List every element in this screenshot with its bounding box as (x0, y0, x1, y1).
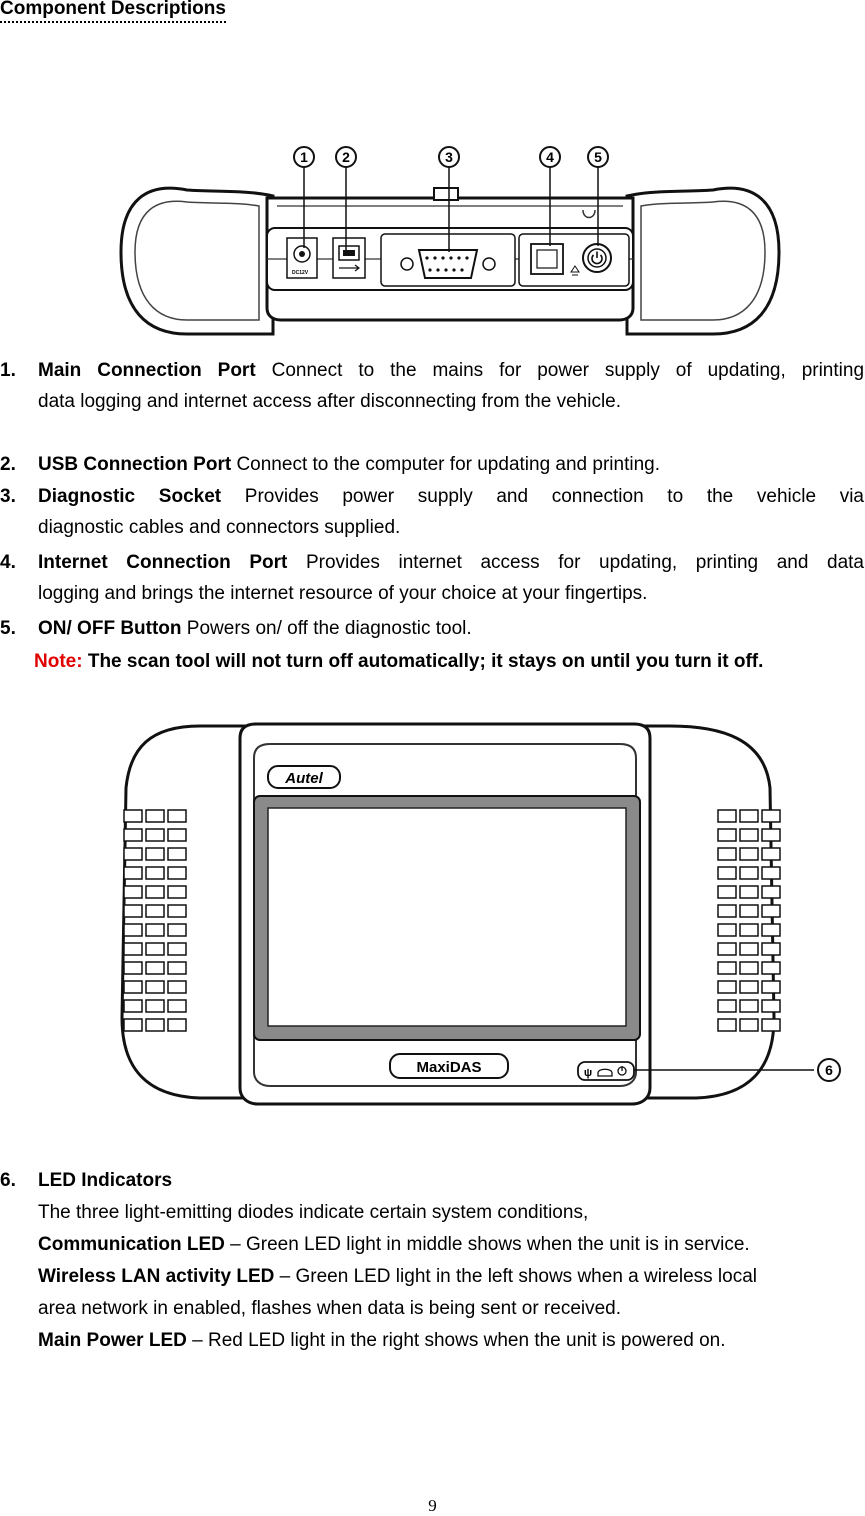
grill-slot (146, 905, 164, 917)
grill-slot (146, 867, 164, 879)
wireless-led-desc-cont: area network in enabled, flashes when data is being sent or received. (38, 1298, 622, 1319)
power-led-desc: Main Power LED – Red LED light in the right shows when the unit is powered on. (38, 1330, 726, 1351)
grill-slot (718, 905, 736, 917)
wireless-led-icon: ψ (583, 1067, 593, 1079)
grill-slot (740, 962, 758, 974)
grill-slot (740, 829, 758, 841)
grill-slot (168, 1000, 186, 1012)
list-item-5: 5. ON/ OFF Button Powers on/ off the diagnostic tool. (0, 618, 472, 639)
grill-slot (718, 867, 736, 879)
grill-slot (740, 943, 758, 955)
grill-slot (718, 848, 736, 860)
grill-slot (762, 1019, 780, 1031)
grill-slot (762, 810, 780, 822)
wireless-led-desc: Wireless LAN activity LED – Green LED light in the left shows when a wireless local (38, 1266, 757, 1287)
svg-text:1: 1 (300, 149, 308, 165)
grill-slot (762, 962, 780, 974)
svg-text:6: 6 (825, 1062, 833, 1078)
model-logo: MaxiDAS (416, 1059, 482, 1076)
grill-slot (124, 829, 142, 841)
left-bumper (121, 188, 273, 334)
grill-slot (762, 905, 780, 917)
grill-slot (146, 886, 164, 898)
grill-slot (762, 886, 780, 898)
grill-slot (740, 867, 758, 879)
grill-slot (168, 943, 186, 955)
grill-slot (168, 981, 186, 993)
page-number: 9 (428, 1496, 437, 1515)
grill-slot (718, 829, 736, 841)
device-top-view-figure (117, 140, 783, 340)
grill-slot (168, 962, 186, 974)
grill-slot (762, 1000, 780, 1012)
svg-text:3: 3 (445, 149, 453, 165)
grill-slot (740, 810, 758, 822)
grill-slot (762, 829, 780, 841)
grill-slot (168, 1019, 186, 1031)
grill-slot (718, 1000, 736, 1012)
list-item-3: 3. Diagnostic Socket Provides power supply and connection to the vehicle via diagnostic cables and connectors supplied. (0, 486, 864, 538)
grill-slot (168, 924, 186, 936)
led-section-title: LED Indicators (38, 1170, 173, 1191)
dc-label: DC12V (292, 270, 309, 276)
grill-slot (146, 924, 164, 936)
grill-slot (124, 943, 142, 955)
grill-slot (146, 848, 164, 860)
grill-slot (124, 810, 142, 822)
grill-slot (124, 924, 142, 936)
grill-slot (124, 962, 142, 974)
grill-slot (740, 1000, 758, 1012)
grill-slot (146, 829, 164, 841)
grill-slot (762, 981, 780, 993)
grill-slot (762, 867, 780, 879)
grill-slot (168, 886, 186, 898)
brand-logo: Autel (285, 770, 323, 787)
led-section-intro: The three light-emitting diodes indicate certain system conditions, (38, 1202, 589, 1223)
list-item-1: 1. Main Connection Port Connect to the mains for power supply of updating, printing data logging and internet access after disconnecting from the vehicle. (0, 360, 865, 412)
grill-slot (740, 848, 758, 860)
device-front-view-figure (110, 718, 852, 1114)
communication-led-desc: Communication LED – Green LED light in middle shows when the unit is in service. (38, 1234, 750, 1255)
list-item-4: 4. Internet Connection Port Provides internet access for updating, printing and data logging and brings the internet resource of your choice at your fingertips. (0, 552, 864, 604)
grill-slot (146, 943, 164, 955)
grill-slot (718, 981, 736, 993)
grill-slot (146, 1000, 164, 1012)
grill-slot (718, 962, 736, 974)
grill-slot (124, 848, 142, 860)
grill-slot (718, 886, 736, 898)
grill-slot (718, 1019, 736, 1031)
note-text: The scan tool will not turn off automatically; it stays on until you turn it off. (82, 651, 764, 672)
grill-slot (718, 810, 736, 822)
grill-slot (168, 810, 186, 822)
grill-slot (762, 848, 780, 860)
grill-slot (740, 924, 758, 936)
grill-slot (740, 886, 758, 898)
grill-slot (168, 848, 186, 860)
grill-slot (762, 943, 780, 955)
grill-slot (168, 867, 186, 879)
right-bumper (627, 188, 779, 334)
grill-slot (718, 943, 736, 955)
grill-slot (124, 981, 142, 993)
grill-slot (146, 962, 164, 974)
grill-slot (124, 1019, 142, 1031)
diagnostic-socket (419, 250, 477, 278)
grill-slot (146, 810, 164, 822)
screen (268, 808, 626, 1026)
grill-slot (740, 1019, 758, 1031)
list-item-2: 2. USB Connection Port Connect to the computer for updating and printing. (0, 454, 660, 475)
grill-slot (168, 905, 186, 917)
grill-slot (718, 924, 736, 936)
grill-slot (124, 867, 142, 879)
grill-slot (762, 924, 780, 936)
grill-slot (124, 886, 142, 898)
svg-text:2: 2 (342, 149, 350, 165)
section-heading: Component Descriptions (0, 0, 226, 23)
grill-slot (146, 981, 164, 993)
svg-text:5: 5 (594, 149, 602, 165)
note (34, 646, 763, 677)
grill-slot (124, 1000, 142, 1012)
note-label: Note: (34, 651, 83, 672)
grill-slot (146, 1019, 164, 1031)
grill-slot (124, 905, 142, 917)
grill-slot (740, 905, 758, 917)
grill-slot (740, 981, 758, 993)
grill-slot (168, 829, 186, 841)
svg-text:4: 4 (546, 149, 554, 165)
